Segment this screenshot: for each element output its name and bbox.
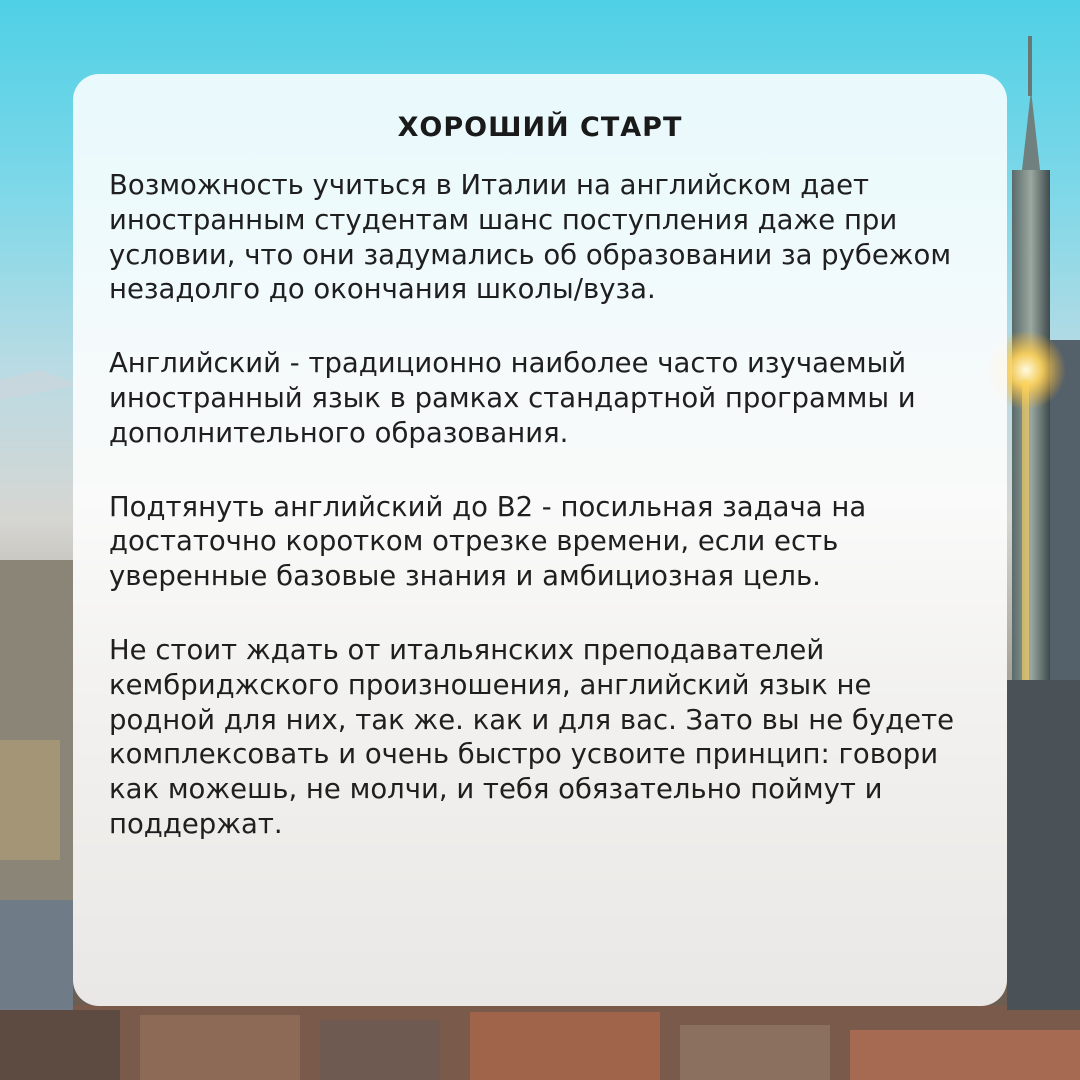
- paragraph-3: Подтянуть английский до В2 - посильная задача на достаточно коротком отрезке времени, если есть уверенные базовые знания и амбициозная цель.: [109, 490, 867, 593]
- info-card: [73, 74, 1007, 1006]
- card-title: ХОРОШИЙ СТАРТ: [397, 112, 683, 143]
- paragraph-4: Не стоит ждать от итальянских преподавателей кембриджского произношения, английский язык не родной для них, так же. как и для вас. Зато вы не будете комплексовать и очень быстро усвоите принцип: говори как можешь, не молчи, и тебя обязательно поймут и поддержат.: [109, 633, 955, 840]
- mountains: [0, 370, 80, 400]
- paragraph-2: Английский - традиционно наиболее часто изучаемый иностранный язык в рамках стандартной программы и дополнительного образования.: [109, 347, 916, 449]
- paragraph-1: Возможность учиться в Италии на английском дает иностранным студентам шанс поступления даже при условии, что они задумались об образовании за рубежом незадолго до окончания школы/вуза.: [109, 169, 952, 306]
